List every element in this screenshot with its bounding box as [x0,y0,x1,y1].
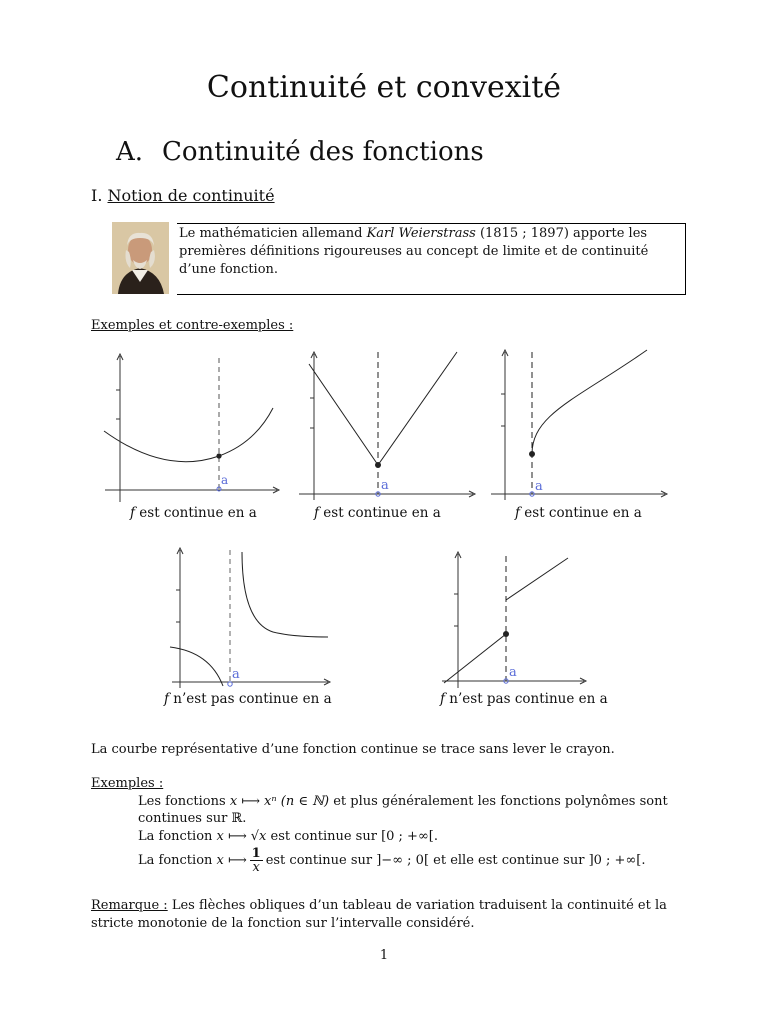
example-4-math: x ⟼ [216,853,247,868]
example-1-math: x ⟼ xⁿ (n ∈ ℕ) [229,794,330,809]
caption-3-f: f [515,505,520,521]
graph-2-a-label: a [381,478,389,493]
graph-1-x-axis [105,487,279,493]
graph-5-discontinuous-jump [438,548,588,690]
graph-1-continuous-parabola [95,350,285,510]
example-4-suffix: est continue sur ]−∞ ; 0[ et elle est continue sur ]0 ; +∞[. [265,853,646,868]
example-1-prefix: Les fonctions [138,794,230,809]
remark-label: Remarque : [91,898,168,913]
page-number: 1 [379,948,389,963]
graph-4-a-label: a [232,667,240,682]
graph-1-a-label: a [221,473,229,487]
graph-1-curve [104,408,273,462]
section-letter: A. [116,137,144,167]
example-1-suffix: et plus généralement les fonctions polynômes sont [329,794,668,809]
caption-2 [314,505,441,521]
graph-1-y-axis [117,354,123,502]
subsection-label: Notion de continuité [107,186,275,205]
remark-text: Les flèches obliques d’un tableau de variation traduisent la continuité et la stricte monotonie de la fonction sur l’intervalle considéré. [91,898,667,931]
graph-2-continuous-abs [295,348,480,508]
graph-2-ticks [310,398,314,428]
section-label: Continuité des fonctions [162,137,484,167]
graph-3-y-axis [502,350,508,500]
graph-5-a-label: a [509,665,517,680]
graph-5-right-segment [506,558,568,600]
intro-after: (1815 ; 1897) apporte les premières définitions rigoureuses au concept de limite et de continuité d’une fonction. [179,226,649,277]
caption-1-text: est continue en a [139,505,257,521]
continuity-sentence: La courbe représentative d’une fonction continue se trace sans lever le crayon. [91,742,615,757]
intro-before: Le mathématicien allemand [179,226,367,241]
graph-5-left-segment [444,634,506,683]
fraction-denominator: x [252,860,260,875]
intro-text [179,225,669,279]
weierstrass-portrait [112,222,169,294]
graph-4-left-branch [170,647,223,686]
example-3-math: x ⟼ √x [216,829,267,844]
graph-4-x-axis [172,679,330,685]
example-4-fraction [250,847,263,874]
example-line-4 [138,847,646,874]
graph-4-y-axis [177,548,183,688]
graph-5-point [503,631,509,637]
caption-4-text: n’est pas continue en a [173,691,332,707]
graph-3-curve [532,350,647,454]
caption-2-f: f [314,505,319,521]
graph-4-discontinuous-inverse [168,544,333,689]
example-3-prefix: La fonction [138,829,217,844]
example-3-suffix: est continue sur [0 ; +∞[. [266,829,438,844]
graph-2-point [375,462,381,468]
caption-5 [440,691,608,707]
graph-5-y-axis [455,552,461,688]
graph-1-ticks [116,390,120,419]
page-title: Continuité et convexité [206,70,562,105]
graph-2-curve [309,352,457,465]
caption-4-f: f [164,691,169,707]
section-heading [116,137,484,167]
fraction-numerator: 1 [251,846,261,861]
caption-4 [164,691,332,707]
caption-1-f: f [130,505,135,521]
caption-2-text: est continue en a [323,505,441,521]
portrait-drawing [112,222,169,294]
example-4-prefix: La fonction [138,853,213,868]
graph-3-point [529,451,535,457]
graph-4-right-branch [242,552,328,637]
caption-3 [515,505,642,521]
graph-1-point [216,453,221,458]
caption-3-text: est continue en a [524,505,642,521]
examples-heading: Exemples et contre-exemples : [91,318,294,333]
graph-5-ticks [454,594,458,626]
examples2-heading: Exemples : [91,776,164,791]
graph-3-x-axis [491,491,667,497]
graph-3-continuous-sqrt [487,344,672,506]
graph-4-ticks [176,590,180,622]
example-line-2: continues sur ℝ. [138,811,247,826]
caption-1 [130,505,257,521]
remark [91,897,671,933]
graph-3-ticks [501,394,505,426]
subsection-heading [91,186,275,205]
example-line-3 [138,829,438,844]
caption-5-f: f [440,691,445,707]
intro-name: Karl Weierstrass [366,226,476,241]
example-line-1 [138,794,668,809]
graph-3-a-label: a [535,479,543,494]
caption-5-text: n’est pas continue en a [449,691,608,707]
subsection-number: I. [91,186,103,205]
